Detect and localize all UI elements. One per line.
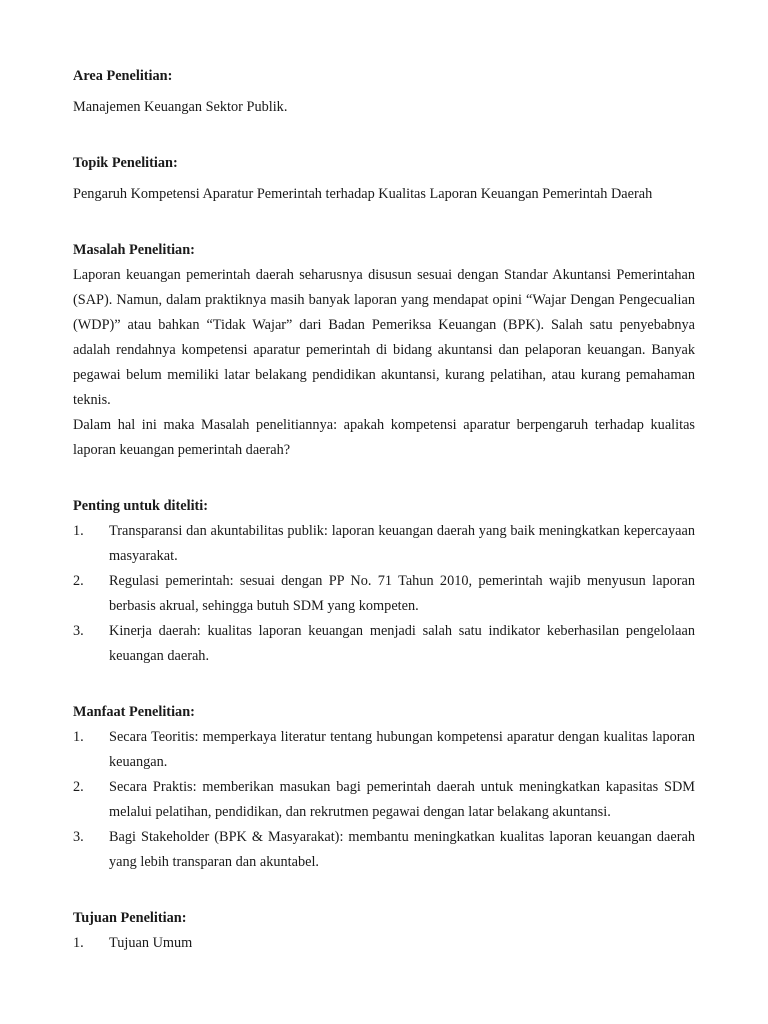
list-penting bbox=[73, 519, 695, 669]
list-tujuan bbox=[73, 931, 695, 956]
heading-masalah: Masalah Penelitian: bbox=[73, 242, 195, 258]
section-tujuan bbox=[73, 906, 695, 956]
heading-manfaat: Manfaat Penelitian: bbox=[73, 704, 195, 720]
list-manfaat bbox=[73, 725, 695, 875]
document-body bbox=[73, 64, 695, 956]
list-number: 3. bbox=[73, 829, 84, 845]
list-item bbox=[73, 519, 695, 569]
list-number: 1. bbox=[73, 935, 84, 951]
list-item bbox=[73, 619, 695, 669]
list-number: 2. bbox=[73, 779, 84, 795]
paragraph-masalah-2: Dalam hal ini maka Masalah penelitiannya: apakah kompetensi aparatur berpengaruh terhadap kualitas laporan keuangan pemerintah daerah? bbox=[73, 417, 695, 458]
text-topik: Pengaruh Kompetensi Aparatur Pemerintah terhadap Kualitas Laporan Keuangan Pemerintah Daerah bbox=[73, 186, 653, 202]
heading-tujuan: Tujuan Penelitian: bbox=[73, 910, 187, 926]
list-text: Kinerja daerah: kualitas laporan keuangan menjadi salah satu indikator keberhasilan pengelolaan keuangan daerah. bbox=[109, 623, 695, 664]
list-number: 3. bbox=[73, 623, 84, 639]
section-penting bbox=[73, 494, 695, 669]
list-item bbox=[73, 569, 695, 619]
list-item bbox=[73, 725, 695, 775]
paragraph-masalah-1: Laporan keuangan pemerintah daerah seharusnya disusun sesuai dengan Standar Akuntansi Pemerintahan (SAP). Namun, dalam praktiknya masih banyak laporan yang mendapat opini “Wajar Dengan Pengecualian (WDP)” atau bahkan “Tidak Wajar” dari Badan Pemeriksa Keuangan (BPK). Salah satu penyebabnya adalah rendahnya kompetensi aparatur pemerintah di bidang akuntansi dan pelaporan keuangan. Banyak pegawai belum memiliki latar belakang pendidikan akuntansi, kurang pelatihan, atau kurang pemahaman teknis. bbox=[73, 267, 695, 408]
list-item bbox=[73, 825, 695, 875]
list-item bbox=[73, 775, 695, 825]
list-text: Secara Praktis: memberikan masukan bagi pemerintah daerah untuk meningkatkan kapasitas SDM melalui pelatihan, pendidikan, dan rekrutmen pegawai dengan latar belakang akuntansi. bbox=[109, 779, 695, 820]
list-text: Secara Teoritis: memperkaya literatur tentang hubungan kompetensi aparatur dengan kualitas laporan keuangan. bbox=[109, 729, 695, 770]
text-area: Manajemen Keuangan Sektor Publik. bbox=[73, 99, 288, 115]
list-text: Bagi Stakeholder (BPK & Masyarakat): membantu meningkatkan kualitas laporan keuangan daerah yang lebih transparan dan akuntabel. bbox=[109, 829, 695, 870]
list-text: Tujuan Umum bbox=[109, 935, 193, 951]
heading-topik: Topik Penelitian: bbox=[73, 155, 178, 171]
list-number: 2. bbox=[73, 573, 84, 589]
section-area bbox=[73, 64, 695, 120]
list-text: Regulasi pemerintah: sesuai dengan PP No. 71 Tahun 2010, pemerintah wajib menyusun laporan berbasis akrual, sehingga butuh SDM yang kompeten. bbox=[109, 573, 695, 614]
heading-penting: Penting untuk diteliti: bbox=[73, 498, 209, 514]
list-item bbox=[73, 931, 695, 956]
section-topik bbox=[73, 151, 695, 207]
heading-area: Area Penelitian: bbox=[73, 68, 173, 84]
section-masalah bbox=[73, 238, 695, 463]
section-manfaat bbox=[73, 700, 695, 875]
list-number: 1. bbox=[73, 729, 84, 745]
list-number: 1. bbox=[73, 523, 84, 539]
list-text: Transparansi dan akuntabilitas publik: laporan keuangan daerah yang baik meningkatkan kepercayaan masyarakat. bbox=[109, 523, 695, 564]
